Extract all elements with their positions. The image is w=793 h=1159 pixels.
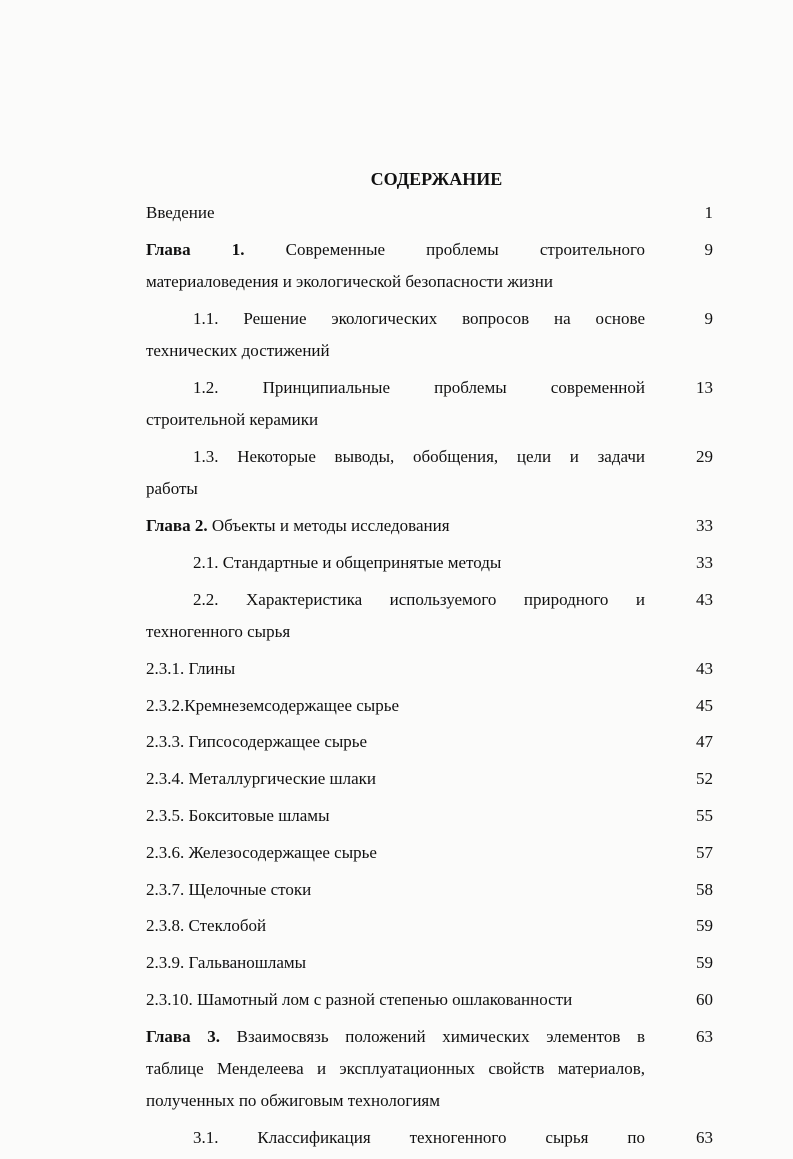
toc-page-number: 52 bbox=[696, 769, 713, 789]
toc-page-number: 43 bbox=[696, 658, 713, 678]
toc-entry-title: 2.3.10. Шамотный лом с разной степенью ошлакованности bbox=[146, 990, 573, 1010]
toc-entry-first-line bbox=[146, 372, 645, 404]
toc-entry-text bbox=[146, 726, 645, 758]
toc-entry-text bbox=[146, 947, 645, 979]
toc-entry-title: Современные проблемы строительного bbox=[244, 239, 645, 259]
toc-entry-title: Объекты и методы исследования bbox=[207, 516, 450, 536]
toc-entry[interactable] bbox=[146, 984, 713, 1016]
toc-entry-title: 2.3.8. Стеклобой bbox=[146, 916, 267, 936]
toc-page-number: 43 bbox=[696, 589, 713, 609]
toc-entry-continuation: работы bbox=[146, 479, 198, 499]
toc-entry-text bbox=[146, 197, 645, 229]
toc-entry-text bbox=[146, 1122, 645, 1154]
toc-entry[interactable] bbox=[146, 800, 713, 832]
chapter-label: Глава 2. bbox=[146, 516, 208, 536]
toc-entry-first-line bbox=[146, 1122, 645, 1154]
toc-entry-first-line bbox=[146, 234, 645, 266]
toc-entry[interactable] bbox=[146, 197, 713, 229]
chapter-label: Глава 3. bbox=[146, 1026, 220, 1046]
toc-page-number: 57 bbox=[696, 842, 713, 862]
toc-entry-title: 3.1. Классификация техногенного сырья по bbox=[193, 1128, 645, 1148]
toc-page-number: 55 bbox=[696, 806, 713, 826]
toc-entry-text bbox=[146, 653, 645, 685]
toc-entry[interactable] bbox=[146, 372, 713, 437]
toc-entry[interactable] bbox=[146, 441, 713, 506]
toc-entry[interactable] bbox=[146, 584, 713, 649]
toc-entry[interactable] bbox=[146, 303, 713, 368]
toc-entry-title: 2.3.1. Глины bbox=[146, 658, 236, 678]
toc-entry-title: Взаимосвязь положений химических элементов в bbox=[220, 1026, 645, 1046]
toc-entry-text bbox=[146, 763, 645, 795]
toc-entry[interactable] bbox=[146, 510, 713, 542]
toc-entry-text bbox=[146, 584, 645, 649]
toc-entry-title: 2.3.7. Щелочные стоки bbox=[146, 879, 312, 899]
toc-entry[interactable] bbox=[146, 547, 713, 579]
table-of-contents bbox=[146, 197, 713, 1159]
toc-entry-text bbox=[146, 910, 645, 942]
toc-page-number: 33 bbox=[696, 516, 713, 536]
toc-entry-first-line bbox=[146, 584, 645, 616]
toc-entry-text bbox=[146, 837, 645, 869]
toc-entry-text bbox=[146, 303, 645, 368]
toc-entry[interactable] bbox=[146, 234, 713, 299]
toc-entry-title: 1.2. Принципиальные проблемы современной bbox=[193, 377, 645, 397]
toc-entry[interactable] bbox=[146, 690, 713, 722]
toc-entry-continuation: техногенного сырья bbox=[146, 622, 291, 642]
toc-page-number: 58 bbox=[696, 879, 713, 899]
toc-entry[interactable] bbox=[146, 726, 713, 758]
toc-entry-title: Введение bbox=[146, 203, 215, 222]
toc-entry-title: 2.3.2.Кремнеземсодержащее сырье bbox=[146, 695, 399, 715]
toc-entry-first-line bbox=[146, 1021, 645, 1053]
toc-page-number: 47 bbox=[696, 732, 713, 752]
toc-entry-title: 2.3.4. Металлургические шлаки bbox=[146, 769, 376, 789]
toc-entry[interactable] bbox=[146, 947, 713, 979]
toc-entry-title: 2.2. Характеристика используемого природного и bbox=[193, 589, 645, 609]
toc-entry-text bbox=[146, 800, 645, 832]
toc-entry-text bbox=[146, 874, 645, 906]
toc-entry-first-line bbox=[146, 303, 645, 335]
toc-entry-text bbox=[146, 1021, 645, 1118]
toc-entry-text bbox=[146, 441, 645, 506]
toc-entry-text bbox=[146, 372, 645, 437]
toc-entry[interactable] bbox=[146, 653, 713, 685]
toc-entry[interactable] bbox=[146, 1122, 713, 1154]
toc-entry-continuation: строительной керамики bbox=[146, 410, 319, 430]
toc-entry-title: 2.3.9. Гальваношламы bbox=[146, 953, 307, 973]
toc-entry-title: 2.3.3. Гипсосодержащее сырье bbox=[146, 732, 368, 752]
toc-entry-first-line bbox=[146, 441, 645, 473]
toc-page-number: 13 bbox=[696, 377, 713, 397]
toc-page-number: 33 bbox=[696, 552, 713, 572]
toc-entry-continuation: материаловедения и экологической безопасности жизни bbox=[146, 272, 553, 292]
toc-entry-title: 2.3.5. Бокситовые шламы bbox=[146, 806, 330, 826]
chapter-label: Глава 1. bbox=[146, 239, 245, 259]
page-title: СОДЕРЖАНИЕ bbox=[370, 169, 503, 189]
toc-page-number: 29 bbox=[696, 447, 713, 467]
toc-page-number: 9 bbox=[704, 239, 713, 259]
toc-page-number: 63 bbox=[696, 1026, 713, 1046]
toc-entry-title: 2.1. Стандартные и общепринятые методы bbox=[193, 552, 502, 572]
toc-entry-title: 2.3.6. Железосодержащее сырье bbox=[146, 842, 377, 862]
toc-entry-title: 1.1. Решение экологических вопросов на основе bbox=[193, 308, 645, 328]
toc-entry[interactable] bbox=[146, 837, 713, 869]
toc-page-number: 1 bbox=[704, 203, 713, 222]
toc-page-number: 9 bbox=[704, 308, 713, 328]
toc-page-number: 59 bbox=[696, 916, 713, 936]
toc-page-number: 63 bbox=[696, 1128, 713, 1148]
toc-entry-continuation: технических достижений bbox=[146, 341, 330, 361]
toc-entry-continuation: таблице Менделеева и эксплуатационных свойств материалов, полученных по обжиговым технологиям bbox=[146, 1059, 645, 1111]
toc-entry[interactable] bbox=[146, 763, 713, 795]
toc-entry-text bbox=[146, 234, 645, 299]
toc-entry-text bbox=[146, 510, 645, 542]
toc-entry[interactable] bbox=[146, 910, 713, 942]
toc-entry-text bbox=[146, 547, 692, 579]
toc-page-number: 60 bbox=[696, 990, 713, 1010]
toc-entry-text bbox=[146, 984, 645, 1016]
toc-entry[interactable] bbox=[146, 874, 713, 906]
toc-page-number: 45 bbox=[696, 695, 713, 715]
toc-entry-title: 1.3. Некоторые выводы, обобщения, цели и задачи bbox=[193, 447, 645, 467]
toc-page-number: 59 bbox=[696, 953, 713, 973]
toc-entry-text bbox=[146, 690, 645, 722]
toc-entry[interactable] bbox=[146, 1021, 713, 1118]
